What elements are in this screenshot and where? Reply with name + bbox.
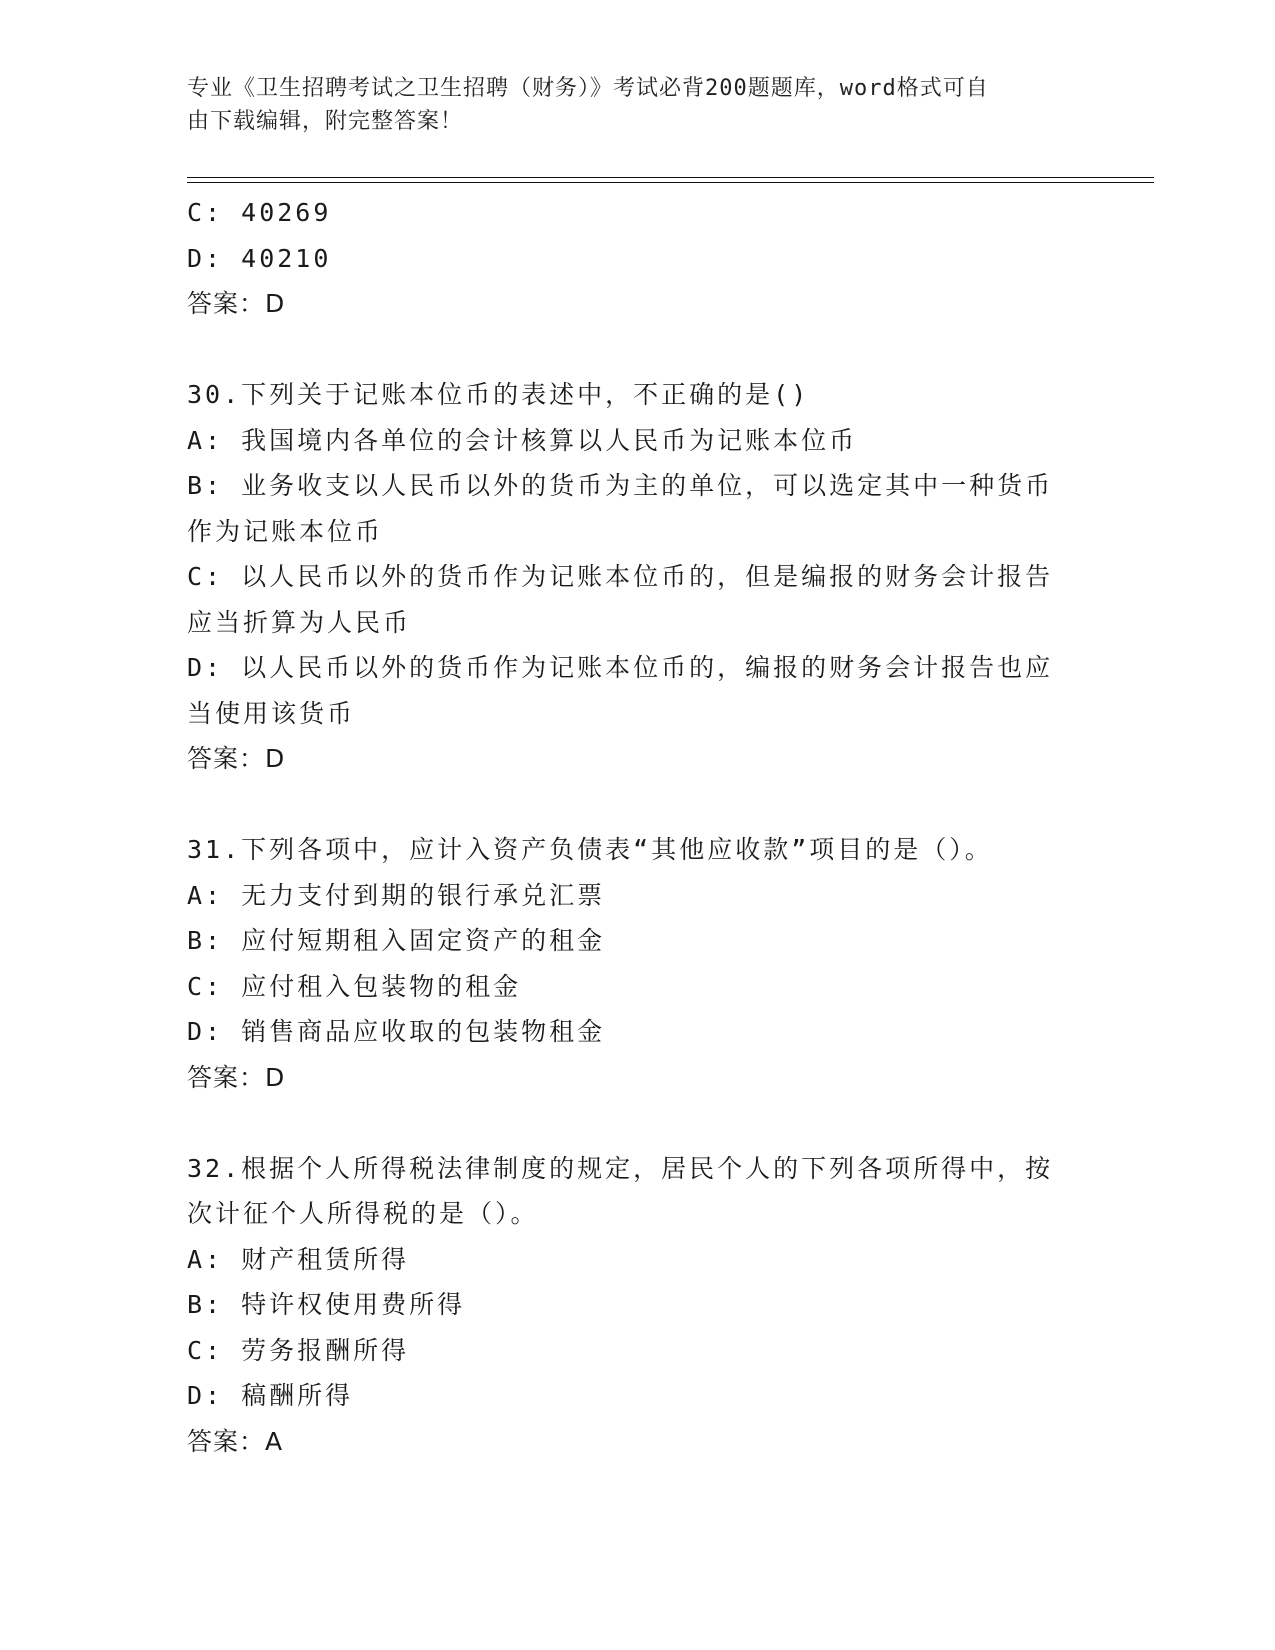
question-block-32 [187,1146,1087,1465]
option-d: D: 以人民币以外的货币作为记账本位币的，编报的财务会计报告也应 [187,653,1054,682]
question-stem: 30.下列关于记账本位币的表述中，不正确的是() [187,380,810,409]
answer-line: 答案：D [187,744,286,773]
option-c: C: 40269 [187,198,332,227]
block-spacer [187,327,1087,372]
header-divider-top [187,177,1154,178]
option-b-continued: 作为记账本位币 [187,516,384,546]
option-b: B: 特许权使用费所得 [187,1290,466,1319]
answer-line: 答案：D [187,289,286,318]
question-block-30 [187,372,1087,782]
option-d-continued: 当使用该货币 [187,698,356,728]
block-spacer [187,782,1087,827]
question-content [187,190,1087,1465]
block-spacer [187,1101,1087,1146]
option-c-continued: 应当折算为人民币 [187,607,412,637]
option-d: D: 销售商品应收取的包装物租金 [187,1017,606,1046]
option-a: A: 财产租赁所得 [187,1244,410,1274]
header-title-line-1: 专业《卫生招聘考试之卫生招聘（财务）》考试必背200题题库，word格式可自 [187,76,989,101]
option-a: A: 无力支付到期的银行承兑汇票 [187,880,606,910]
document-header [187,72,1077,138]
question-block-prev [187,190,1087,327]
answer-line: 答案：D [187,1062,286,1092]
option-c: C: 劳务报酬所得 [187,1335,410,1365]
question-block-31 [187,827,1087,1101]
question-stem: 31.下列各项中，应计入资产负债表“其他应收款”项目的是（）。 [187,835,993,864]
header-divider-bottom [187,182,1154,183]
option-d: D: 稿酬所得 [187,1381,354,1410]
option-c: C: 以人民币以外的货币作为记账本位币的，但是编报的财务会计报告 [187,562,1054,591]
option-c: C: 应付租入包装物的租金 [187,971,522,1001]
option-b: B: 业务收支以人民币以外的货币为主的单位，可以选定其中一种货币 [187,471,1054,500]
question-stem-continued: 次计征个人所得税的是（）。 [187,1199,539,1228]
answer-line: 答案：A [187,1426,284,1456]
option-a: A: 我国境内各单位的会计核算以人民币为记账本位币 [187,425,858,455]
option-b: B: 应付短期租入固定资产的租金 [187,926,606,955]
header-title-line-2: 由下载编辑，附完整答案！ [187,109,464,134]
question-stem: 32.根据个人所得税法律制度的规定，居民个人的下列各项所得中，按 [187,1153,1054,1183]
option-d: D: 40210 [187,243,332,273]
